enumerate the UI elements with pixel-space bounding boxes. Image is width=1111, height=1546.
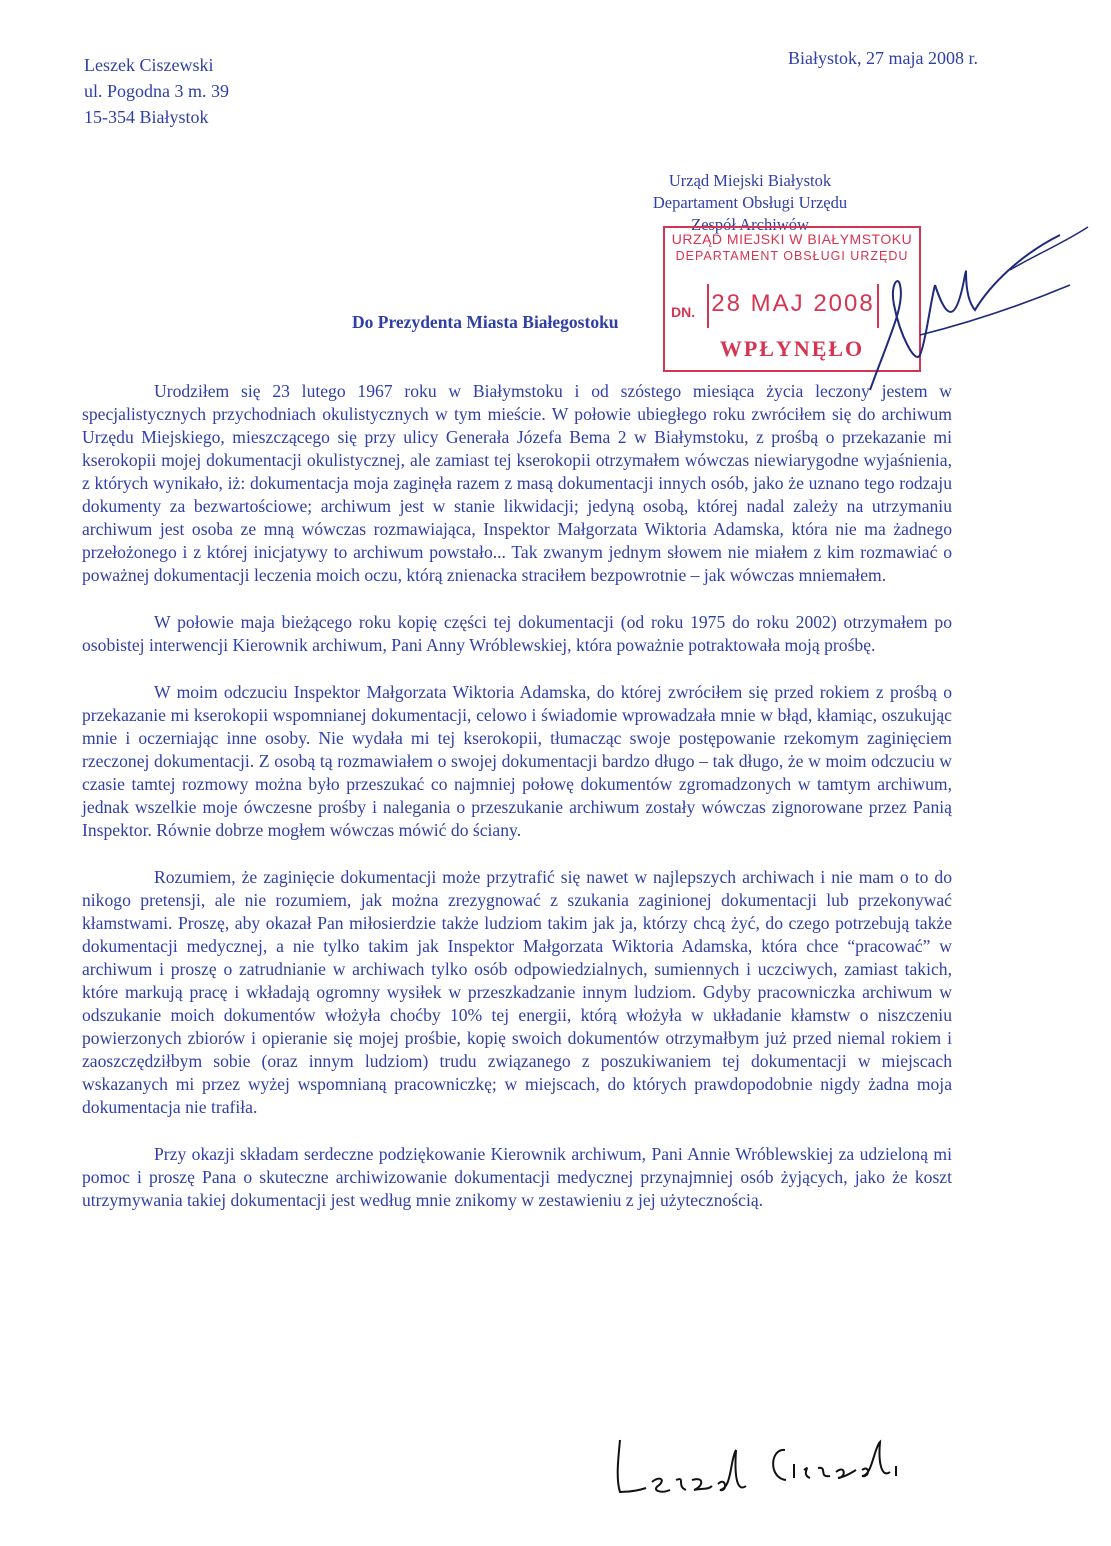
- sender-street: ul. Pogodna 3 m. 39: [84, 81, 230, 101]
- sender-name: Leszek Ciszewski: [84, 55, 214, 75]
- paragraph-1: Urodziłem się 23 lutego 1967 roku w Białymstoku i od szóstego miesiąca życia leczony jestem w specjalistycznych przychodniach okulistycznych w tym mieście. W połowie ubiegłego roku zwróciłem się do archiwum Urzędu Miejskiego, mieszczącego się przy ulicy Generała Józefa Bema 2 w Białymstoku, z prośbą o przekazanie mi kserokopii mojej dokumentacji okulistycznej, ale zamiast tej kserokopii otrzymałem wówczas niewiarygodne wyjaśnienia, z których wynikało, iż: dokumentacja moja zaginęła razem z masą dokumentacji innych osób, jako że uznano tego rodzaju dokumenty za bezwartościowe; archiwum jest w stanie likwidacji; jedyną osobą, której nadal zależy na utrzymaniu archiwum jest osoba ze mną wówczas rozmawiająca, Inspektor Małgorzata Wiktoria Adamska, która nie ma żadnego przełożonego i z której inicjatywy to archiwum powstało... Tak zwanym jednym słowem nie miałem z kim rozmawiać o poważnej dokumentacji leczenia moich oczu, którą znienacka straciłem bezpowrotnie – jak wówczas mniemałem.: [82, 381, 952, 585]
- paragraph-3: W moim odczuciu Inspektor Małgorzata Wiktoria Adamska, do której zwróciłem się przed rokiem z prośbą o przekazanie mi kserokopii wspomnianej dokumentacji, celowo i świadomie wprowadzała mnie w błąd, kłamiąc, oszukując mnie i oczerniając inne osoby. Nie wydała mi tej kserokopii, tłumacząc swoje postępowanie rzekomym zaginięciem rzeczonej dokumentacji. Z osobą tą rozmawiałem o swojej dokumentacji bardzo długo – tak długo, że w moim odczuciu w czasie tamtej rozmowy można było przeszukać co najmniej połowę dokumentów zgromadzonych w tamtym archiwum, jednak wszelkie moje ówczesne prośby i nalegania o przeszukanie archiwum zostały wówczas zignorowane przez Panią Inspektor. Równie dobrze mogłem wówczas mówić do ściany.: [82, 682, 952, 840]
- paragraph-2: W połowie maja bieżącego roku kopię części tej dokumentacji (od roku 1975 do roku 2002) otrzymałem po osobistej interwencji Kierownik archiwum, Pani Anny Wróblewskiej, która poważnie potraktowała moją prośbę.: [82, 612, 952, 655]
- stamp-department: DEPARTAMENT OBSŁUGI URZĘDU: [675, 249, 909, 263]
- paragraph-5: Przy okazji składam serdeczne podziękowanie Kierownik archiwum, Pani Annie Wróblewskiej za udzieloną mi pomoc i proszę Pana o skuteczne archiwizowanie dokumentacji medycznej przynajmniej osób żyjących, jako że koszt utrzymywania takiej dokumentacji jest według mnie znikomy w zestawieniu z jej użytecznością.: [82, 1144, 952, 1210]
- stamp-date: 28 MAJ 2008: [711, 290, 875, 317]
- recipient-line-3: Zespół Archiwów: [691, 215, 809, 234]
- recipient-line-1: Urząd Miejski Białystok: [668, 171, 832, 190]
- salutation: Do Prezydenta Miasta Białegostoku: [352, 312, 619, 332]
- sender-city: 15-354 Białystok: [84, 107, 209, 127]
- recipient-line-2: Departament Obsługi Urzędu: [652, 193, 848, 212]
- stamp-date-box: [707, 284, 879, 328]
- stamp-dn-label: DN.: [671, 304, 696, 320]
- place-and-date: Białystok, 27 maja 2008 r.: [788, 48, 978, 68]
- handwritten-initials: [860, 215, 1090, 405]
- stamp-office: URZĄD MIEJSKI W BIAŁYMSTOKU: [671, 231, 913, 247]
- handwritten-signature: [600, 1420, 920, 1510]
- sender-address: [84, 52, 229, 130]
- paragraph-4: Rozumiem, że zaginięcie dokumentacji może przytrafić się nawet w najlepszych archiwach i nie mam o to do nikogo pretensji, ale nie rozumiem, jak można zrezygnować z szukania zaginionej dokumentacji lub przekonywać kłamstwami. Proszę, aby okazał Pan miłosierdzie także ludziom takim jak ja, którzy chcą żyć, do czego potrzebują także dokumentacji medycznej, a nie tylko takim jak Inspektor Małgorzata Wiktoria Adamska, która chce “pracować” w archiwum i proszę o zatrudnianie w archiwach tylko osób odpowiedzialnych, sumiennych i uczciwych, zamiast takich, które markują pracę i wkładają ogromny wysiłek w przeszkadzanie innym ludziom. Gdyby pracowniczka archiwum w odszukanie moich dokumentów włożyła choćby 10% tej energii, którą włożyła w układanie kłamstw o niszczeniu powierzonych zbiorów i opieranie się mojej prośbie, kopię swoich dokumentów otrzymałbym już przed niemal rokiem i zaoszczędziłbym sobie (oraz innym ludziom) trudu związanego z poszukiwaniem tej dokumentacji w miejscach wskazanych mi przez wyżej wspomnianą pracowniczkę; w miejscach, do których prawdopodobnie nigdy żadna moja dokumentacja nie trafiła.: [82, 867, 952, 1117]
- letter-body: [82, 380, 952, 1236]
- stamp-received-label: WPŁYNĘŁO: [719, 336, 865, 361]
